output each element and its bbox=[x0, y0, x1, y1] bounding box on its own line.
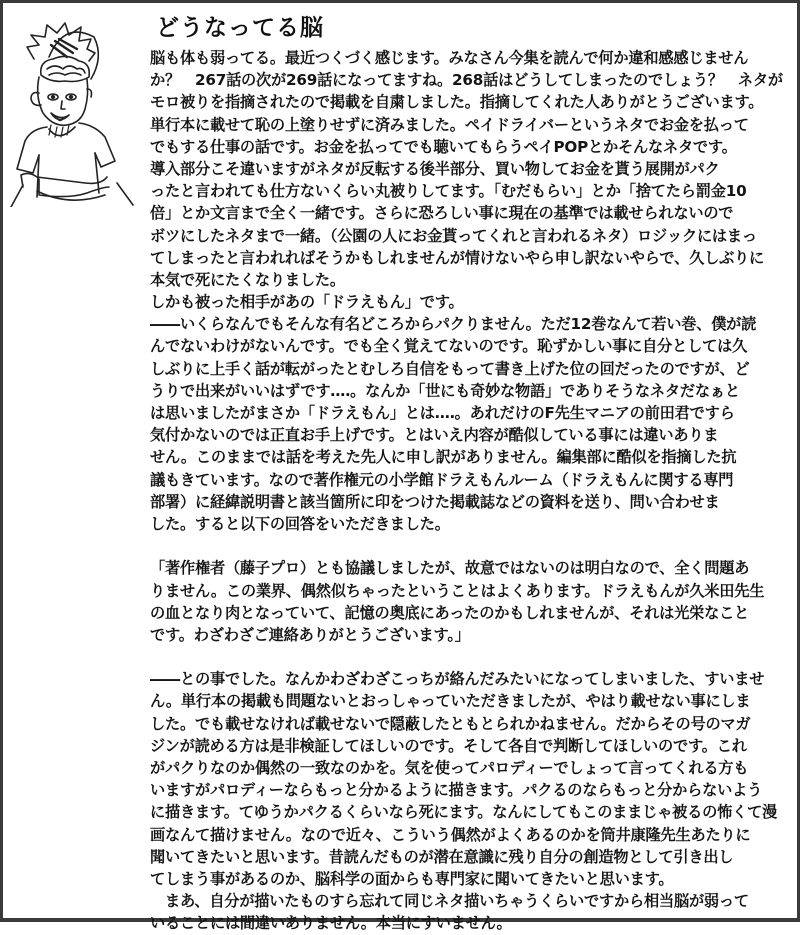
text-line: です。わざわざご連絡ありがとうございます。」 bbox=[150, 625, 470, 644]
text-line: 議もきています。なので著作権元の小学館ドラえもんルーム（ドラえもんに関する専門 bbox=[150, 470, 734, 489]
text-line: 気付かないのでは正直お手上げです。とはいえ内容が酷似している事には違いありま bbox=[150, 426, 719, 445]
text-line: てしまったと言われればそうかもしれませんが情けないやら申し訳ないやらで、久しぶりに bbox=[150, 248, 765, 267]
text-line: の血となり肉となっていて、記憶の奥底にあったのかもしれませんが、それは光栄なこと bbox=[150, 603, 750, 622]
text-line: 導入部分こそ違いますがネタが反転する後半部分、買い物してお金を貰う展開がパク bbox=[150, 159, 720, 178]
text-line: しぶりに上手く話が転がったとむしろ自信をもって書き上げた位の回だったのですが、ど bbox=[150, 359, 750, 378]
text-line: した。でも載せなければ載せないで隠蔽したともとられかねません。だからその号のマガ bbox=[150, 714, 751, 733]
text-line: 本気で死にたくなりました。 bbox=[150, 270, 345, 289]
text-line: ――との事でした。なんかわざわざこっちが絡んだみたいになってしまいました、すいませ bbox=[150, 670, 765, 689]
text-line: いることには間違いありません。本当にすいません。 bbox=[150, 914, 512, 933]
text-line: うりで出来がいいはずです‥‥。なんか「世にも奇妙な物語」でありそうなネタだなぁと bbox=[150, 381, 740, 400]
text-line: モロ被りを指摘されたので掲載を自粛しました。指摘してくれた人ありがとうございます。 bbox=[150, 93, 764, 112]
paragraph-conclusion bbox=[150, 668, 780, 934]
text-line: 聞いてきたいと思います。昔読んだものが潜在意識に残り自分の創造物として引き出し bbox=[150, 847, 734, 866]
author-sketch-illustration bbox=[9, 17, 139, 207]
text-line: 倍」とか文言まで全く一緒です。さらに恐ろしい事に現在の基準では載せられないので bbox=[150, 204, 734, 223]
text-line: せん。このままでは話を考えた先人に申し訳がありません。編集部に酷似を指摘した抗 bbox=[150, 448, 737, 467]
paragraph-intro bbox=[150, 47, 783, 535]
paragraph-spacer bbox=[150, 646, 780, 668]
page-title: どうなってる脳 bbox=[156, 15, 324, 41]
text-line: 脳も体も弱ってる。最近つくづく感じます。みなさん今集を読んで何か違和感感じません bbox=[150, 49, 749, 67]
text-line: 画なんて描けません。なので近々、こういう偶然がよくあるのかを筒井康隆先生あたりに bbox=[150, 825, 751, 844]
text-line: でもする仕事の話です。お金を払ってでも聴いてもらうペイPOPとかそんなネタです。 bbox=[150, 137, 737, 156]
text-line: ジンが読める方は是非検証してほしいのです。そして各自で判断してほしいのです。これ bbox=[150, 736, 747, 755]
text-line: ん。単行本の掲載も問題ないとおっしゃっていただきましたが、やはり載せない事にしま bbox=[150, 692, 751, 711]
text-line: まあ、自分が描いたものすら忘れて同じネタ描いちゃうくらいですから相当脳が弱って bbox=[150, 892, 749, 911]
text-line: んでないわけがないんです。でも全く覚えてないのです。恥ずかしい事に自分としては久 bbox=[150, 337, 748, 356]
text-line: がパクりなのか偶然の一致なのかを。気を使ってパロディーでしょって言ってくれる方も bbox=[150, 759, 749, 777]
text-line: ――いくらなんでもそんな有名どころからパクりません。ただ12巻なんて若い巻、僕が読 bbox=[150, 315, 757, 334]
text-line: りません。この業界、偶然似ちゃったということはよくあります。ドラえもんが久米田先生 bbox=[150, 581, 765, 600]
text-line: に描きます。てゆうかパクるくらいなら死にます。なんにしてもこのままじゃ被るの怖くて漫 bbox=[150, 803, 778, 822]
text-line: ったと言われても仕方ないくらい丸被りしてます。「むだもらい」とか「捨てたら罰金10 bbox=[150, 182, 747, 201]
text-line: 単行本に載せて恥の上塗りせずに済みました。ペイドライバーというネタでお金を払って bbox=[150, 115, 749, 134]
paragraph-quoted-reply bbox=[150, 557, 780, 646]
text-line: は思いましたがまさか「ドラえもん」とは‥‥。あれだけのF先生マニアの前田君ですら bbox=[150, 404, 735, 422]
text-line: しかも被った相手があの「ドラえもん」です。 bbox=[150, 293, 464, 312]
article-body bbox=[150, 47, 783, 935]
text-line: ボツにしたネタまで一緒。（公園の人にお金貰ってくれと言われるネタ）ロジックにはまっ bbox=[150, 226, 757, 245]
paragraph-spacer bbox=[150, 535, 780, 557]
text-line: てしまう事があるのか、脳科学の面からも専門家に聞いてきたいと思います。 bbox=[150, 869, 674, 888]
text-line: した。すると以下の回答をいただきました。 bbox=[150, 514, 450, 533]
text-line: 部署）に経緯説明書と該当箇所に印をつけた掲載誌などの資料を送り、問い合わせま bbox=[150, 492, 720, 511]
text-line: 「著作権者（藤子プロ）とも協議しましたが、故意ではないのは明白なので、全く問題あ bbox=[150, 559, 750, 578]
text-line: か？ 267話の次が269話になってますね。268話はどうしてしまったのでしょう？ ネタが bbox=[150, 71, 783, 90]
text-line: いますがパロディーならもっと分かるように描きます。パクるのならもっと分からないよう bbox=[150, 781, 763, 800]
